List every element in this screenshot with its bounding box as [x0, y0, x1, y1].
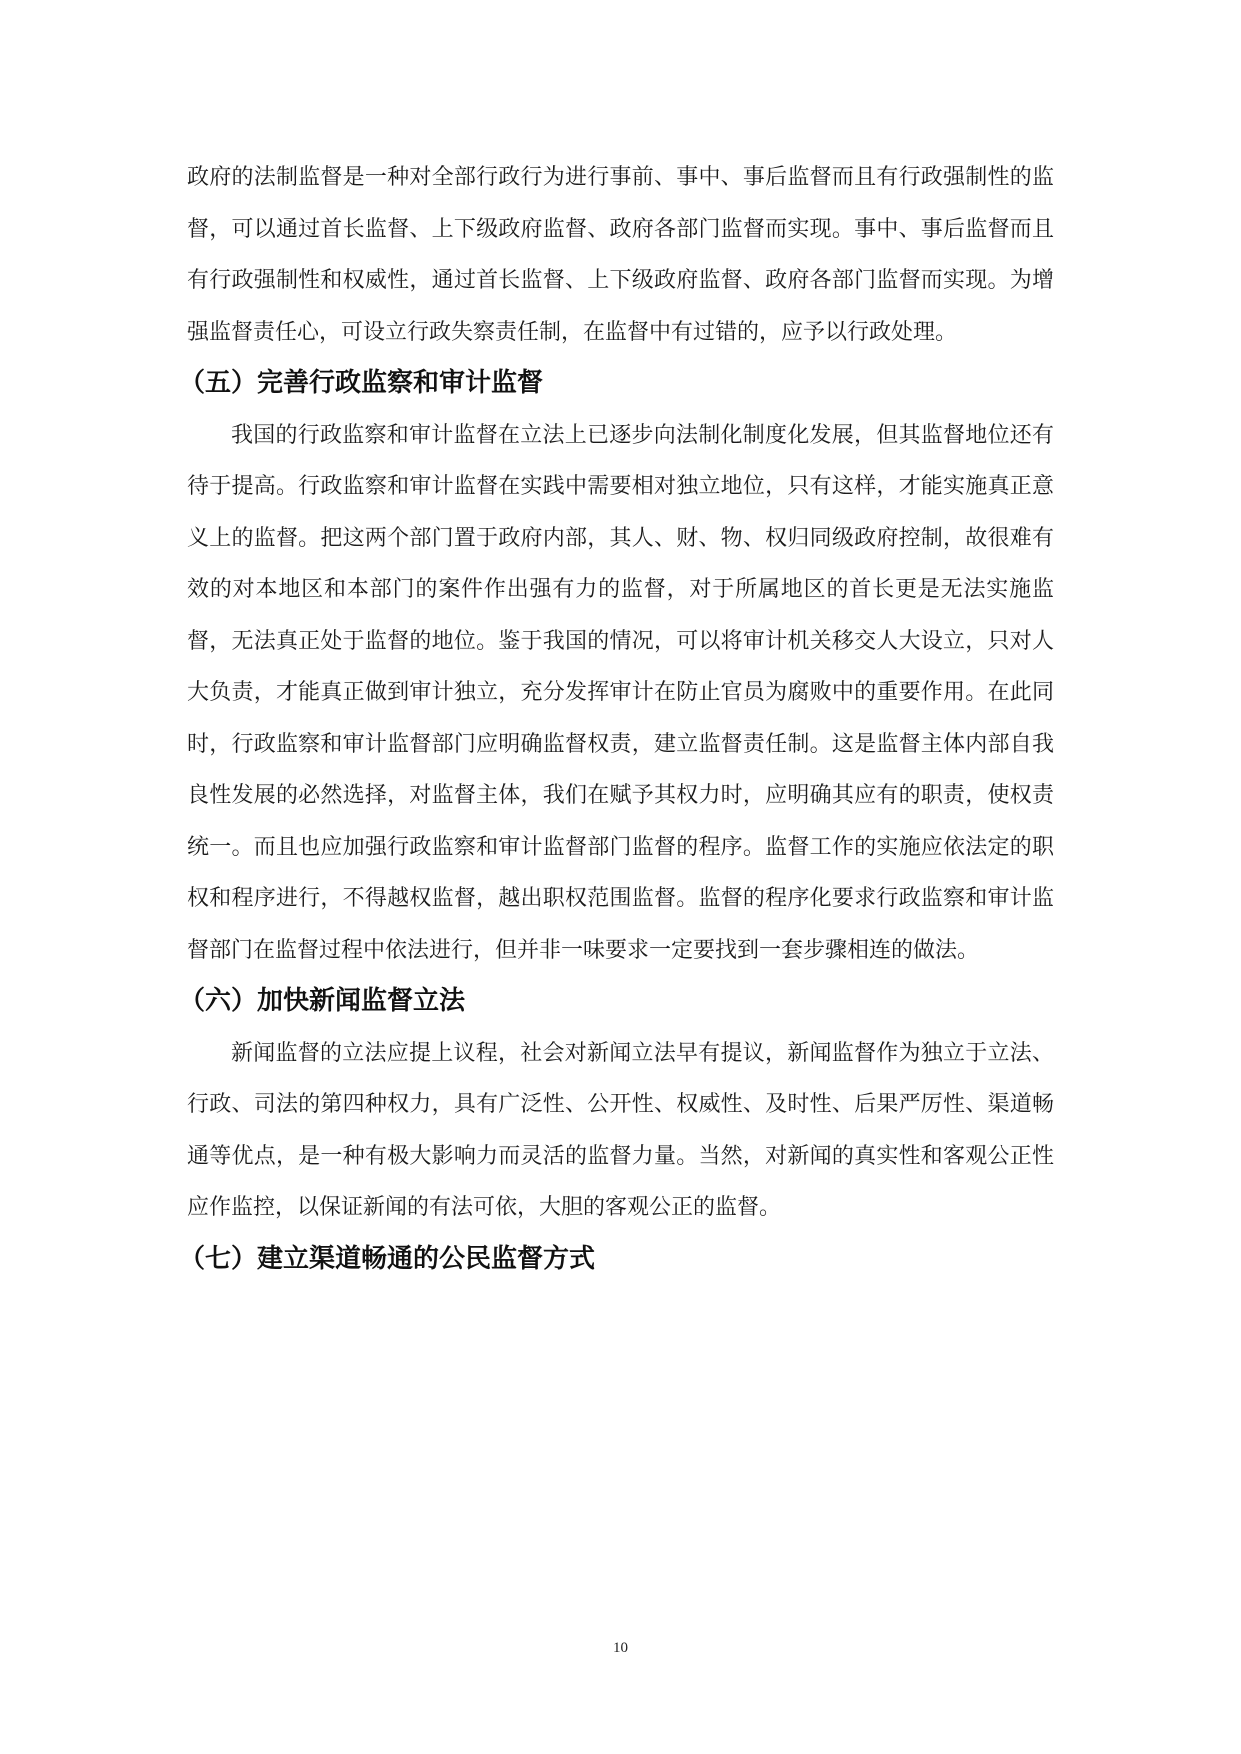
paragraph-news-supervision: 新闻监督的立法应提上议程，社会对新闻立法早有提议，新闻监督作为独立于立法、行政、司法的第四种权力，具有广泛性、公开性、权威性、及时性、后果严厉性、渠道畅通等优点，是一种有极大影响力而灵活的监督力量。当然，对新闻的真实性和客观公正性应作监控，以保证新闻的有法可依，大胆的客观公正的监督。 [187, 1040, 1054, 1220]
page-content [179, 152, 1054, 1285]
page-number: 10 [613, 1640, 628, 1656]
paragraph-government-supervision: 政府的法制监督是一种对全部行政行为进行事前、事中、事后监督而且有行政强制性的监督，可以通过首长监督、上下级政府监督、政府各部门监督而实现。事中、事后监督而且有行政强制性和权威性，通过首长监督、上下级政府监督、政府各部门监督而实现。为增强监督责任心，可设立行政失察责任制，在监督中有过错的，应予以行政处理。 [187, 165, 1054, 345]
section-heading-7: （七）建立渠道畅通的公民监督方式 [179, 1243, 596, 1274]
section-heading-5: （五）完善行政监察和审计监督 [179, 368, 544, 398]
section-heading-6: （六）加快新闻监督立法 [179, 986, 466, 1016]
paragraph-audit-supervision: 我国的行政监察和审计监督在立法上已逐步向法制化制度化发展，但其监督地位还有待于提高。行政监察和审计监督在实践中需要相对独立地位，只有这样，才能实施真正意义上的监督。把这两个部门置于政府内部，其人、财、物、权归同级政府控制，故很难有效的对本地区和本部门的案件作出强有力的监督，对于所属地区的首长更是无法实施监督，无法真正处于监督的地位。鉴于我国的情况，可以将审计机关移交人大设立，只对人大负责，才能真正做到审计独立，充分发挥审计在防止官员为腐败中的重要作用。在此同时，行政监察和审计监督部门应明确监督权责，建立监督责任制。这是监督主体内部自我良性发展的必然选择，对监督主体，我们在赋予其权力时，应明确其应有的职责，使权责统一。而且也应加强行政监察和审计监督部门监督的程序。监督工作的实施应依法定的职权和程序进行，不得越权监督，越出职权范围监督。监督的程序化要求行政监察和审计监督部门在监督过程中依法进行，但并非一味要求一定要找到一套步骤相连的做法。 [187, 422, 1054, 963]
